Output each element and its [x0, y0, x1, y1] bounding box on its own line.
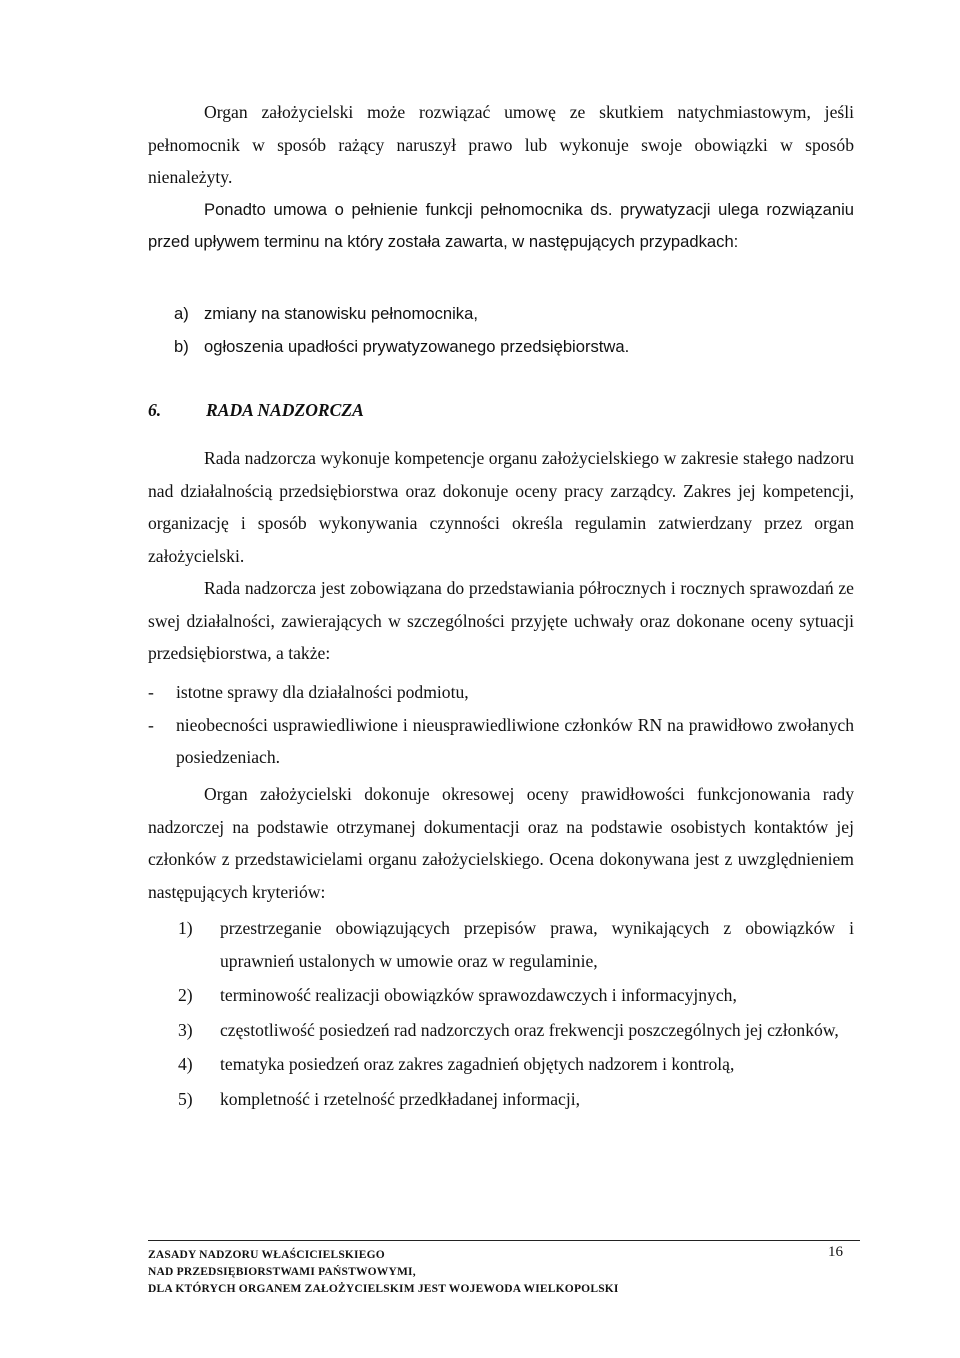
list-item-text: terminowość realizacji obowiązków sprawozdawczych i informacyjnych, [220, 985, 737, 1005]
report-items-list [148, 676, 854, 774]
paragraph-competences: Rada nadzorcza wykonuje kompetencje organu założycielskiego w zakresie stałego nadzoru nad działalnością przedsiębiorstwa oraz dokonuje oceny pracy zarządcy. Zakres jej kompetencji, organizację i sposób wykonywania czynności określa regulamin zatwierdzany przez organ założycielski. [148, 448, 854, 566]
list-item-text: istotne sprawy dla działalności podmiotu, [176, 682, 469, 702]
list-item [178, 1083, 854, 1116]
list-marker: a) [174, 304, 189, 323]
footer-line: DLA KTÓRYCH ORGANEM ZAŁOŻYCIELSKIM JEST WOJEWODA WIELKOPOLSKI [148, 1283, 619, 1295]
list-item-text: nieobecności usprawiedliwione i nieusprawiedliwione członków RN na prawidłowo zwołanych posiedzeniach. [176, 714, 854, 767]
list-marker: - [148, 714, 154, 735]
page-footer [148, 1247, 619, 1298]
list-item-text: ogłoszenia upadłości prywatyzowanego przedsiębiorstwa. [204, 336, 630, 356]
list-item-text: przestrzeganie obowiązujących przepisów prawa, wynikających z obowiązków i uprawnień ustalonych w umowie oraz w regulaminie, [220, 918, 854, 971]
section-title: RADA NADZORCZA [206, 400, 364, 420]
list-item [174, 298, 854, 331]
list-item-text: zmiany na stanowisku pełnomocnika, [204, 304, 478, 323]
list-item-text: częstotliwość posiedzeń rad nadzorczych oraz frekwencji poszczególnych jej członków, [220, 1019, 839, 1040]
list-item [178, 1048, 854, 1081]
paragraph-evaluation: Organ założycielski dokonuje okresowej oceny prawidłowości funkcjonowania rady nadzorczej na podstawie otrzymanej dokumentacji oraz na podstawie osobistych kontaktów jej członków z przedstawicielami organu założycielskiego. Ocena dokonywana jest z uwzględnieniem następujących kryteriów: [148, 784, 854, 902]
list-marker: 1) [178, 918, 193, 938]
list-marker: - [148, 682, 154, 702]
section-body [148, 442, 854, 670]
section-number: 6. [148, 400, 162, 420]
list-item-text: kompletność i rzetelność przedkładanej informacji, [220, 1088, 581, 1109]
footer-divider [148, 1240, 860, 1241]
list-item [178, 912, 854, 977]
list-item [178, 979, 854, 1012]
paragraph-dissolution: Ponadto umowa o pełnienie funkcji pełnomocnika ds. prywatyzacji ulega rozwiązaniu przed upływem terminu na który została zawarta, w następujących przypadkach: [148, 199, 854, 251]
list-marker: 4) [178, 1054, 193, 1074]
evaluation-block [148, 778, 854, 908]
paragraph-reports: Rada nadzorcza jest zobowiązana do przedstawiania półrocznych i rocznych sprawozdań ze swej działalności, zawierających w szczególności przyjęte uchwały oraz dokonane oceny sytuacji przedsiębiorstwa, a także: [148, 578, 854, 663]
list-marker: 2) [178, 985, 193, 1005]
list-marker: 5) [178, 1088, 193, 1109]
page-number: 16 [828, 1244, 843, 1260]
footer-line: NAD PRZEDSIĘBIORSTWAMI PAŃSTWOWYMI, [148, 1266, 416, 1278]
list-item [178, 1014, 854, 1047]
list-item [174, 331, 854, 364]
intro-block [148, 96, 854, 259]
dissolution-cases-list [174, 298, 854, 363]
footer-line: ZASADY NADZORU WŁAŚCICIELSKIEGO [148, 1249, 385, 1261]
list-item [148, 709, 854, 774]
paragraph-termination: Organ założycielski może rozwiązać umowę ze skutkiem natychmiastowym, jeśli pełnomocnik w sposób rażący naruszył prawo lub wykonuje swoje obowiązki w sposób nienależyty. [148, 102, 854, 187]
criteria-list [178, 912, 854, 1117]
list-item-text: tematyka posiedzeń oraz zakres zagadnień objętych nadzorem i kontrolą, [220, 1054, 735, 1074]
list-item [148, 676, 854, 709]
section-heading [148, 400, 364, 421]
list-marker: b) [174, 336, 189, 356]
list-marker: 3) [178, 1019, 193, 1040]
